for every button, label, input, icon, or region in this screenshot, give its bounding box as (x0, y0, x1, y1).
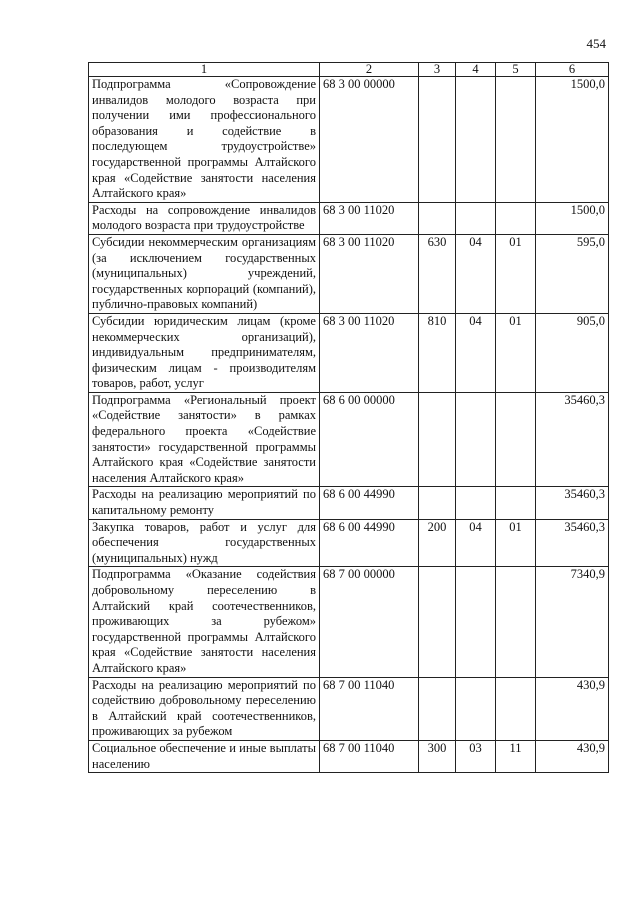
row-vr (419, 392, 456, 487)
row-pr (496, 487, 536, 519)
row-name: Подпрограмма «Оказание содействия добровольному переселению в Алтайский край соотечественников, проживающих за рубежом» государственной программы Алтайского края «Содействие занятости населения Алтайского края» (89, 567, 320, 677)
table-row (89, 234, 609, 313)
row-pr: 01 (496, 234, 536, 313)
row-pr (496, 202, 536, 234)
table-row (89, 567, 609, 677)
row-sum: 905,0 (536, 313, 609, 392)
row-code: 68 6 00 44990 (320, 519, 419, 567)
row-code: 68 3 00 11020 (320, 313, 419, 392)
row-code: 68 3 00 00000 (320, 77, 419, 203)
row-name: Расходы на сопровождение инвалидов молодого возраста при трудоустройстве (89, 202, 320, 234)
row-code: 68 7 00 11040 (320, 740, 419, 772)
row-rz: 04 (456, 234, 496, 313)
row-sum: 1500,0 (536, 202, 609, 234)
row-rz (456, 677, 496, 740)
table-row (89, 77, 609, 203)
row-rz (456, 77, 496, 203)
row-vr (419, 77, 456, 203)
row-vr (419, 202, 456, 234)
table-row (89, 487, 609, 519)
header-col-5: 5 (496, 63, 536, 77)
row-sum: 1500,0 (536, 77, 609, 203)
row-name: Расходы на реализацию мероприятий по капитальному ремонту (89, 487, 320, 519)
row-rz (456, 487, 496, 519)
header-col-4: 4 (456, 63, 496, 77)
row-name: Подпрограмма «Сопровождение инвалидов молодого возраста при получении ими профессионального образования и содействие в последующем трудоустройстве» государственной программы Алтайского края «Содействие занятости населения Алтайского края» (89, 77, 320, 203)
row-pr (496, 677, 536, 740)
row-rz (456, 392, 496, 487)
row-code: 68 3 00 11020 (320, 202, 419, 234)
row-pr (496, 392, 536, 487)
row-vr: 630 (419, 234, 456, 313)
header-col-1: 1 (89, 63, 320, 77)
header-row (89, 63, 609, 77)
row-vr: 200 (419, 519, 456, 567)
row-vr: 810 (419, 313, 456, 392)
row-rz: 03 (456, 740, 496, 772)
budget-table (88, 62, 609, 773)
row-pr: 01 (496, 313, 536, 392)
row-rz: 04 (456, 519, 496, 567)
row-rz (456, 567, 496, 677)
row-sum: 7340,9 (536, 567, 609, 677)
row-pr (496, 567, 536, 677)
row-code: 68 7 00 00000 (320, 567, 419, 677)
row-sum: 35460,3 (536, 519, 609, 567)
row-sum: 35460,3 (536, 487, 609, 519)
row-vr (419, 567, 456, 677)
row-name: Закупка товаров, работ и услуг для обеспечения государственных (муниципальных) нужд (89, 519, 320, 567)
row-code: 68 3 00 11020 (320, 234, 419, 313)
row-code: 68 6 00 44990 (320, 487, 419, 519)
table-row (89, 677, 609, 740)
table-row (89, 392, 609, 487)
row-code: 68 6 00 00000 (320, 392, 419, 487)
row-pr (496, 77, 536, 203)
row-sum: 430,9 (536, 677, 609, 740)
table-row (89, 202, 609, 234)
table-row (89, 740, 609, 772)
row-name: Субсидии юридическим лицам (кроме некоммерческих организаций), индивидуальным предпринимателям, физическим лицам - производителям товаров, работ, услуг (89, 313, 320, 392)
row-vr (419, 487, 456, 519)
row-rz (456, 202, 496, 234)
row-pr: 01 (496, 519, 536, 567)
table-row (89, 519, 609, 567)
row-name: Подпрограмма «Региональный проект «Содействие занятости» в рамках федерального проекта «Содействие занятости» государственной программы Алтайского края «Содействие занятости населения Алтайского края» (89, 392, 320, 487)
row-pr: 11 (496, 740, 536, 772)
row-vr (419, 677, 456, 740)
table-row (89, 313, 609, 392)
row-name: Социальное обеспечение и иные выплаты населению (89, 740, 320, 772)
header-col-3: 3 (419, 63, 456, 77)
row-name: Расходы на реализацию мероприятий по содействию добровольному переселению в Алтайский край соотечественников, проживающих за рубежом (89, 677, 320, 740)
row-sum: 35460,3 (536, 392, 609, 487)
header-col-6: 6 (536, 63, 609, 77)
row-code: 68 7 00 11040 (320, 677, 419, 740)
row-vr: 300 (419, 740, 456, 772)
row-rz: 04 (456, 313, 496, 392)
page-number: 454 (586, 36, 606, 51)
row-sum: 430,9 (536, 740, 609, 772)
row-name: Субсидии некоммерческим организациям (за исключением государственных (муниципальных) учреждений, государственных корпораций (компаний), публично-правовых компаний) (89, 234, 320, 313)
header-col-2: 2 (320, 63, 419, 77)
row-sum: 595,0 (536, 234, 609, 313)
